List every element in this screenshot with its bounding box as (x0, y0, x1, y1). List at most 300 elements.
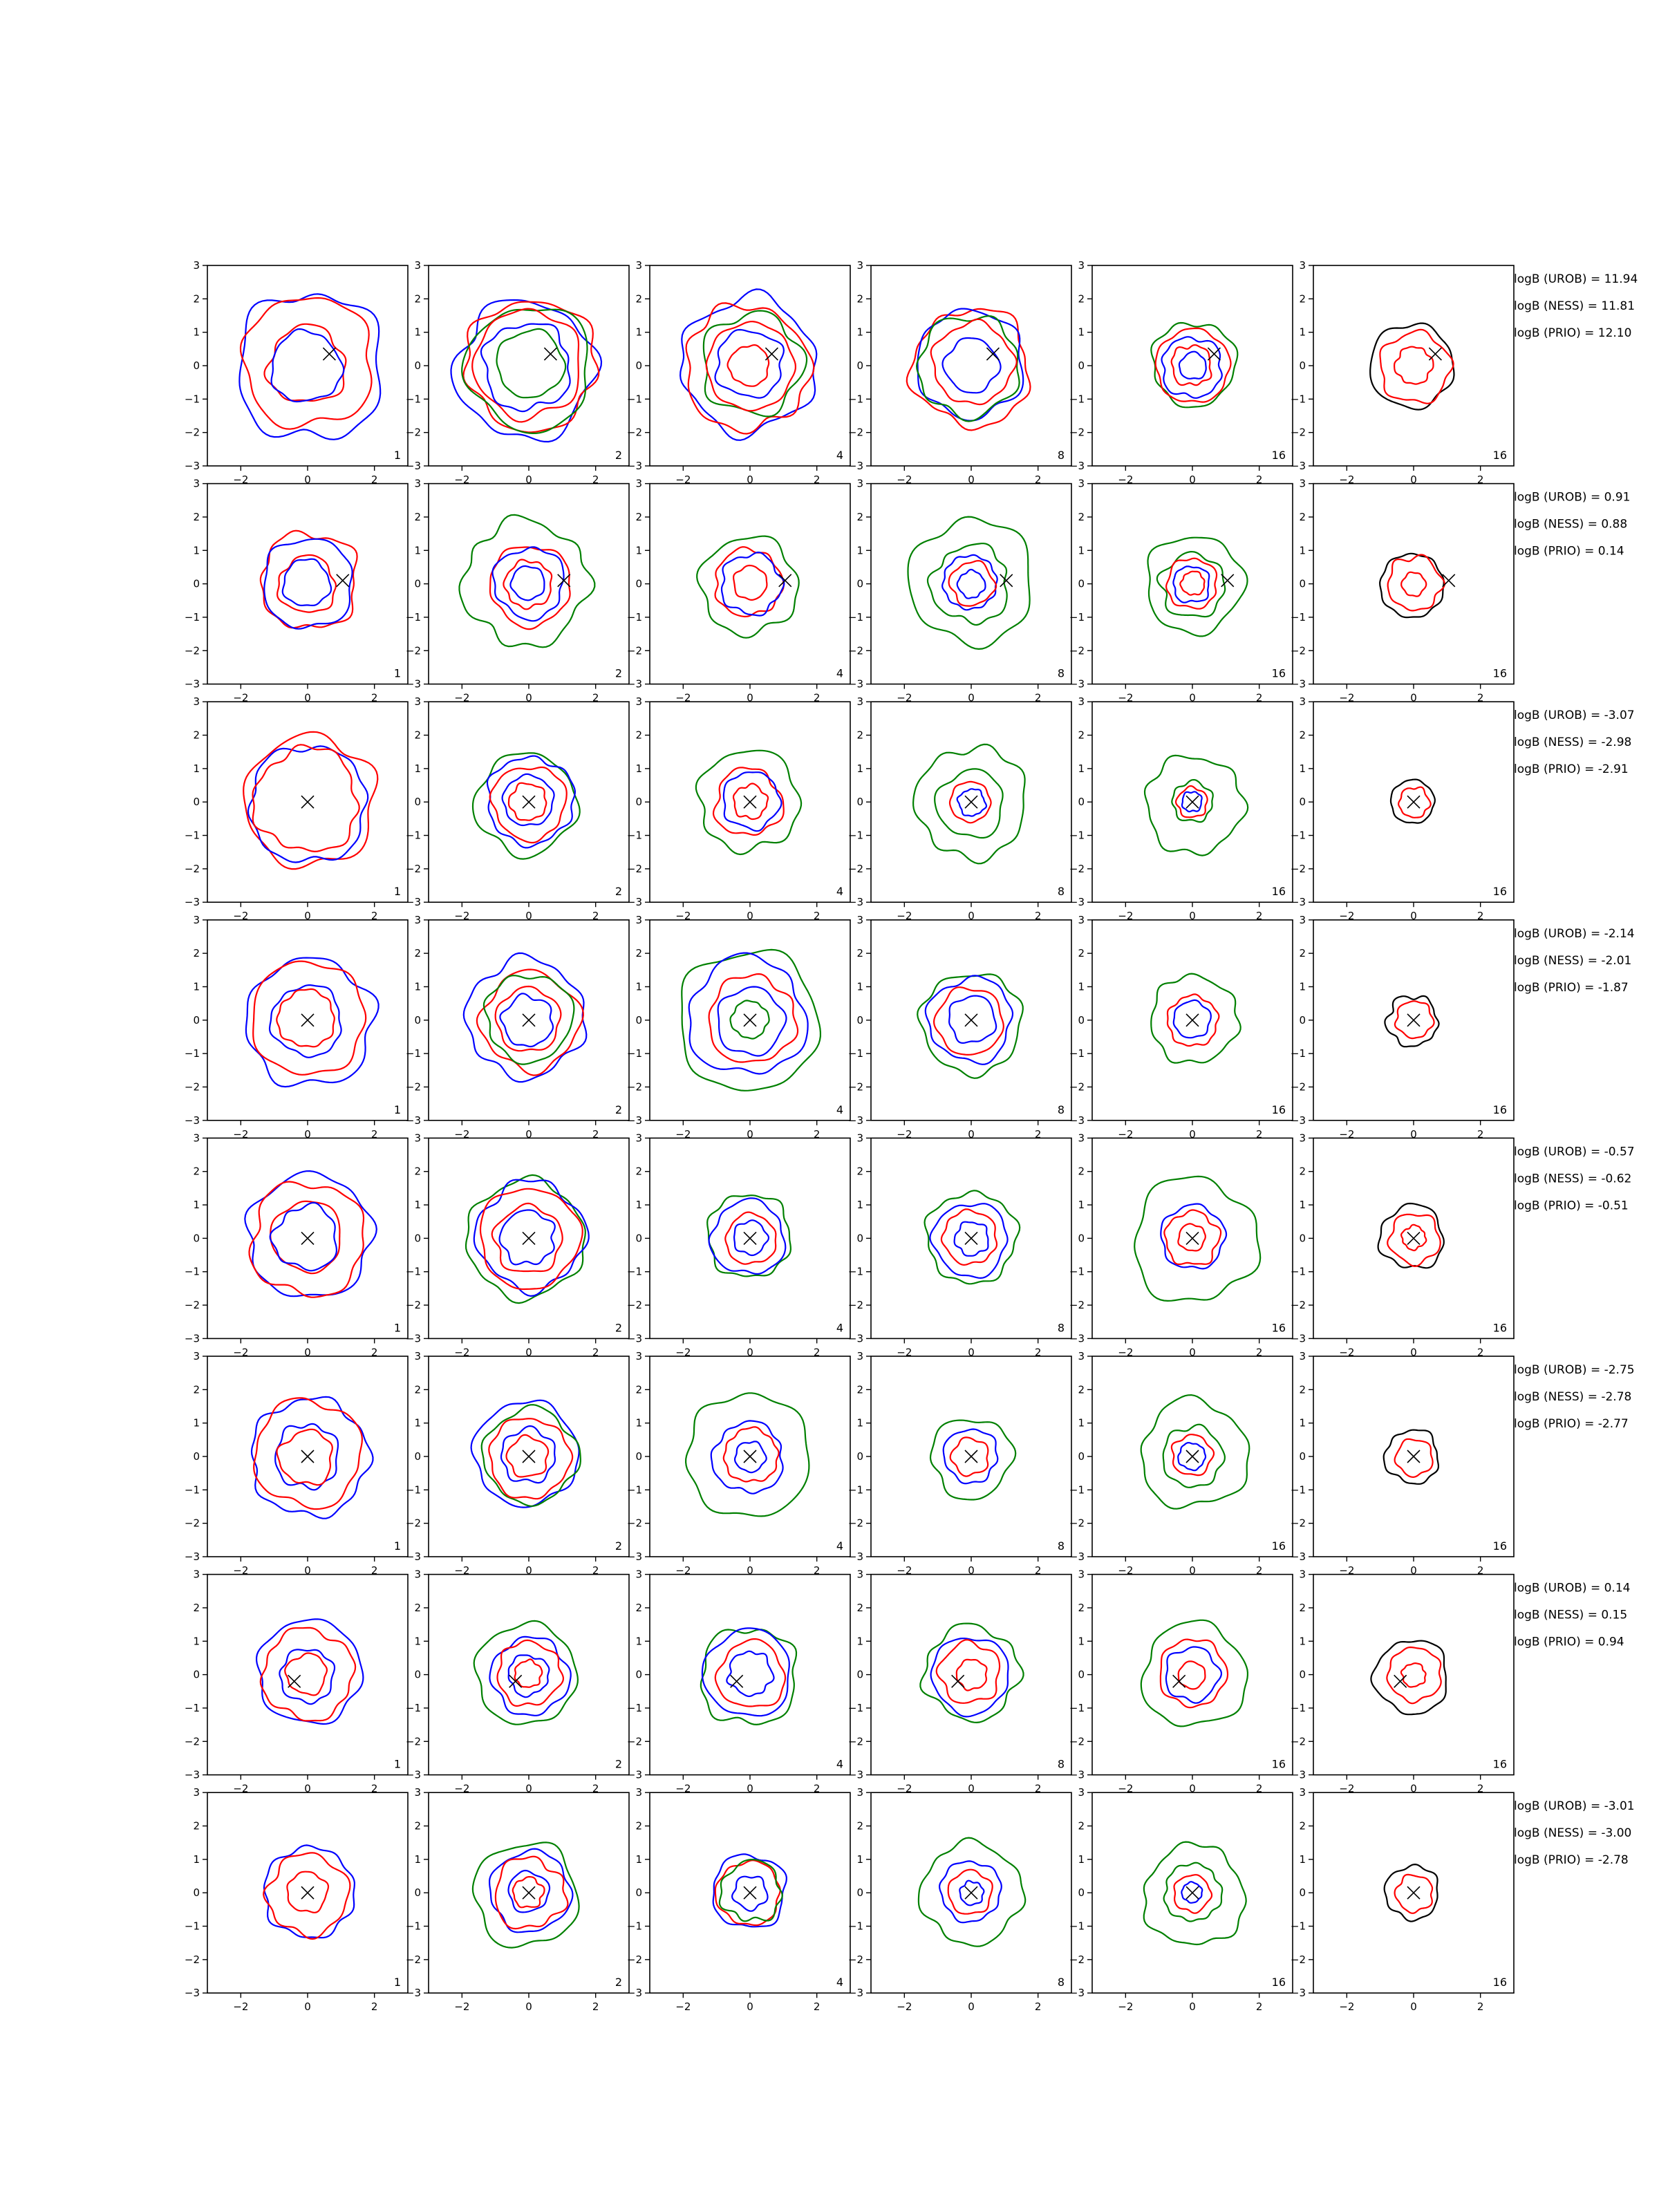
y-tick-label: 1 (414, 1853, 421, 1866)
x-tick-label: −2 (1339, 1127, 1355, 1141)
x-marker (523, 1232, 535, 1244)
y-tick-label: −2 (626, 644, 642, 657)
y-tick-label: 1 (1299, 1853, 1306, 1866)
panel-label: 2 (615, 885, 622, 899)
contour-red (950, 1437, 988, 1476)
panel-label: 1 (393, 1976, 401, 1989)
x-tick-label: 2 (1477, 1346, 1484, 1359)
y-tick-label: 0 (635, 1232, 642, 1245)
y-tick-label: 3 (856, 913, 863, 926)
y-tick-label: 1 (1078, 544, 1085, 557)
x-tick-label: 0 (747, 1782, 753, 1795)
y-tick-label: 3 (414, 1350, 421, 1362)
x-tick-label: −2 (1339, 691, 1355, 704)
y-tick-label: 3 (1078, 259, 1085, 272)
y-tick-label: 0 (1299, 1886, 1306, 1900)
y-tick-label: −1 (405, 1483, 421, 1497)
y-tick-label: 0 (1299, 1013, 1306, 1027)
panel-r4-c6 (1291, 914, 1514, 1141)
contour-red (1161, 1640, 1228, 1708)
x-tick-label: −2 (1339, 1564, 1355, 1577)
y-tick-label: −1 (1290, 393, 1306, 406)
x-tick-label: 0 (1410, 2000, 1417, 2014)
contour-green (460, 515, 595, 648)
x-marker (1407, 1014, 1420, 1027)
panel-r5-c4 (848, 1132, 1071, 1358)
contour-black (1384, 1430, 1438, 1484)
y-tick-label: −2 (1069, 862, 1085, 875)
y-tick-label: 3 (1299, 913, 1306, 926)
contour-red (477, 970, 583, 1076)
y-tick-label: 3 (1299, 1786, 1306, 1799)
contour-blue (270, 985, 341, 1058)
panel-label: 16 (1492, 1539, 1507, 1553)
x-tick-label: −2 (675, 2000, 691, 2014)
x-marker (965, 1886, 977, 1899)
contour-red (277, 555, 336, 612)
y-tick-label: 0 (414, 359, 421, 372)
y-tick-label: 3 (1299, 1568, 1306, 1581)
y-tick-label: 1 (1299, 326, 1306, 339)
panel-r2-c4 (848, 478, 1071, 704)
y-tick-label: 3 (1299, 259, 1306, 272)
x-marker (523, 1886, 535, 1899)
panel-r7-c6 (1291, 1568, 1514, 1795)
y-tick-label: −3 (626, 460, 642, 472)
panel-label: 1 (393, 885, 401, 899)
y-tick-label: −3 (1290, 1550, 1306, 1563)
y-tick-label: −1 (1069, 1920, 1085, 1933)
y-tick-label: −3 (847, 1114, 863, 1127)
logb-annotation: logB (PRIO) = 12.10 (1514, 326, 1632, 340)
x-tick-label: 0 (525, 691, 532, 704)
y-tick-label: −3 (1290, 1987, 1306, 2000)
y-tick-label: −1 (405, 393, 421, 406)
y-tick-label: 2 (193, 1383, 200, 1396)
x-marker (1186, 1886, 1199, 1899)
x-tick-label: 0 (525, 1782, 532, 1795)
x-tick-label: 2 (1255, 474, 1263, 486)
y-tick-label: 1 (1299, 544, 1306, 557)
panel-r7-c1 (185, 1568, 408, 1795)
x-tick-label: −2 (1339, 910, 1355, 923)
contour-black (1371, 1641, 1445, 1715)
x-tick-label: 2 (592, 474, 599, 486)
panel-r2-c2 (406, 478, 629, 704)
x-tick-label: 0 (1189, 1564, 1196, 1577)
panel-r3-c1 (185, 695, 408, 922)
y-tick-label: 0 (414, 1668, 421, 1681)
x-tick-label: 2 (1034, 1346, 1042, 1359)
x-marker (744, 1232, 756, 1244)
y-tick-label: 1 (1299, 1416, 1306, 1430)
y-tick-label: −2 (626, 1080, 642, 1094)
y-tick-label: 3 (1299, 477, 1306, 490)
x-tick-label: −2 (454, 691, 470, 704)
y-tick-label: −2 (1290, 862, 1306, 875)
y-tick-label: 3 (635, 913, 642, 926)
panel-label: 16 (1271, 1321, 1286, 1335)
y-tick-label: −1 (184, 393, 200, 406)
y-tick-label: 1 (414, 1199, 421, 1212)
y-tick-label: −1 (405, 1920, 421, 1933)
y-tick-label: 3 (193, 1350, 200, 1362)
x-tick-label: 2 (592, 2000, 599, 2014)
y-tick-label: 1 (635, 1635, 642, 1648)
y-tick-label: 3 (414, 477, 421, 490)
y-tick-label: 0 (1078, 577, 1085, 590)
contour-red (706, 321, 796, 411)
contour-green (1141, 1395, 1250, 1509)
y-tick-label: 1 (414, 1416, 421, 1430)
x-tick-label: 2 (371, 1127, 378, 1141)
x-tick-label: 0 (747, 691, 753, 704)
y-tick-label: −2 (1290, 1953, 1306, 1966)
y-tick-label: −1 (847, 1483, 863, 1497)
contour-green (917, 316, 1020, 421)
logb-annotation: logB (UROB) = 0.91 (1514, 490, 1631, 505)
y-tick-label: −3 (1290, 677, 1306, 691)
y-tick-label: 2 (1078, 1601, 1085, 1614)
contour-red (285, 1653, 327, 1696)
contour-blue (689, 953, 808, 1074)
y-tick-label: 0 (1078, 796, 1085, 809)
x-tick-label: 2 (371, 910, 378, 923)
x-tick-label: 2 (1255, 1564, 1263, 1577)
y-tick-label: 2 (414, 1165, 421, 1178)
x-marker (1186, 1232, 1199, 1244)
panel-r4-c3 (627, 914, 850, 1141)
contour-green (696, 751, 801, 854)
contour-red (277, 1430, 332, 1485)
panel-label: 4 (836, 1103, 843, 1116)
y-tick-label: 1 (1078, 1416, 1085, 1430)
x-tick-label: 2 (1255, 1346, 1263, 1359)
y-tick-label: −3 (184, 1768, 200, 1781)
y-tick-label: 1 (856, 1199, 863, 1212)
contour-red (733, 565, 767, 600)
contour-red (509, 783, 546, 821)
contour-green (1141, 1620, 1248, 1727)
y-tick-label: 1 (193, 326, 200, 339)
x-tick-label: 0 (747, 474, 753, 486)
x-tick-label: 0 (747, 1127, 753, 1141)
y-tick-label: −3 (626, 677, 642, 691)
y-tick-label: 3 (635, 1568, 642, 1581)
x-tick-label: −2 (233, 2000, 249, 2014)
y-tick-label: −2 (405, 644, 421, 657)
panel-r5-c2 (406, 1132, 629, 1358)
contour-red (1164, 1210, 1221, 1265)
y-tick-label: 2 (193, 947, 200, 960)
y-tick-label: 0 (414, 1450, 421, 1463)
panel-r6-c5 (1069, 1350, 1293, 1577)
contour-blue (246, 958, 379, 1087)
contour-red (496, 1857, 568, 1929)
y-tick-label: −3 (184, 677, 200, 691)
x-tick-label: 2 (1477, 1564, 1484, 1577)
panel-label: 16 (1492, 1321, 1507, 1335)
y-tick-label: 0 (856, 1668, 863, 1681)
y-tick-label: −1 (847, 393, 863, 406)
x-marker (1186, 1014, 1199, 1027)
y-tick-label: −2 (1069, 1735, 1085, 1748)
x-marker (544, 348, 556, 360)
contour-blue (1174, 1000, 1211, 1038)
y-tick-label: −2 (184, 426, 200, 439)
x-tick-label: 0 (304, 1346, 311, 1359)
x-tick-label: 2 (592, 910, 599, 923)
x-tick-label: 2 (813, 1782, 821, 1795)
y-tick-label: 0 (193, 796, 200, 809)
y-tick-label: 1 (1299, 980, 1306, 993)
y-tick-label: −3 (1069, 896, 1085, 909)
y-tick-label: 1 (635, 1416, 642, 1430)
panel-label: 4 (836, 1976, 843, 1989)
x-tick-label: 2 (371, 474, 378, 486)
y-tick-label: −1 (405, 1701, 421, 1714)
panel-r3-c5 (1069, 695, 1293, 922)
x-tick-label: 0 (1189, 1782, 1196, 1795)
x-tick-label: 0 (1189, 691, 1196, 704)
y-tick-label: −3 (184, 896, 200, 909)
y-tick-label: 0 (1078, 359, 1085, 372)
y-tick-label: 2 (193, 510, 200, 523)
y-tick-label: −3 (405, 677, 421, 691)
axes-frame (1092, 484, 1293, 684)
x-tick-label: 0 (1410, 1564, 1417, 1577)
y-tick-label: 2 (193, 1601, 200, 1614)
y-tick-label: −1 (626, 1483, 642, 1497)
contour-blue (272, 329, 344, 402)
x-tick-label: 0 (968, 1346, 975, 1359)
y-tick-label: −2 (405, 1735, 421, 1748)
y-tick-label: 3 (1299, 1132, 1306, 1145)
y-tick-label: −1 (1290, 610, 1306, 624)
panel-label: 4 (836, 1539, 843, 1553)
logb-annotation: logB (PRIO) = 0.94 (1514, 1635, 1624, 1649)
panel-label: 4 (836, 1757, 843, 1771)
contour-blue (943, 338, 1001, 393)
contour-blue (464, 953, 587, 1082)
x-tick-label: −2 (897, 910, 912, 923)
panel-label: 8 (1057, 1321, 1065, 1335)
y-tick-label: 3 (414, 913, 421, 926)
y-tick-label: 0 (193, 1013, 200, 1027)
x-marker (1407, 1232, 1420, 1244)
contour-blue (713, 1854, 787, 1927)
x-tick-label: −2 (1118, 691, 1134, 704)
x-tick-label: 0 (304, 474, 311, 486)
y-tick-label: 3 (856, 1132, 863, 1145)
x-tick-label: 2 (371, 1346, 378, 1359)
contour-black (1370, 324, 1454, 410)
y-tick-label: 3 (193, 695, 200, 709)
x-tick-label: 0 (968, 1564, 975, 1577)
y-tick-label: −3 (626, 1987, 642, 2000)
y-tick-label: −2 (626, 1299, 642, 1312)
x-tick-label: −2 (897, 1346, 912, 1359)
y-tick-label: 3 (856, 477, 863, 490)
x-tick-label: 0 (525, 910, 532, 923)
y-tick-label: 3 (856, 695, 863, 709)
panel-r1-c1 (185, 259, 408, 486)
x-marker (523, 1014, 535, 1027)
axes-frame (429, 265, 629, 466)
y-tick-label: −3 (184, 1332, 200, 1345)
y-tick-label: 2 (1299, 292, 1306, 306)
contour-green (1151, 974, 1240, 1063)
y-tick-label: 2 (414, 729, 421, 742)
y-tick-label: −3 (847, 1332, 863, 1345)
axes-frame (871, 1575, 1071, 1775)
panel-r6-c4 (848, 1350, 1071, 1577)
x-tick-label: −2 (1118, 474, 1134, 486)
x-tick-label: 0 (968, 1782, 975, 1795)
contour-blue (252, 1397, 373, 1519)
logb-annotation: logB (PRIO) = -1.87 (1514, 980, 1629, 995)
y-tick-label: 2 (856, 1383, 863, 1396)
contour-red (1180, 572, 1204, 595)
axes-frame (207, 1575, 408, 1775)
x-marker (1429, 348, 1441, 360)
x-tick-label: 0 (304, 691, 311, 704)
y-tick-label: 0 (1078, 1886, 1085, 1900)
x-tick-label: 2 (813, 474, 821, 486)
x-tick-label: 2 (1477, 1127, 1484, 1141)
y-tick-label: 1 (193, 544, 200, 557)
panel-r1-c2 (406, 259, 629, 486)
x-tick-label: 2 (1477, 1782, 1484, 1795)
y-tick-label: 1 (414, 544, 421, 557)
x-marker (965, 1014, 977, 1027)
contour-green (930, 1421, 1015, 1500)
x-tick-label: −2 (1118, 1346, 1134, 1359)
y-tick-label: 1 (856, 326, 863, 339)
y-tick-label: 1 (1299, 1635, 1306, 1648)
x-tick-label: −2 (1118, 2000, 1134, 2014)
logb-annotation: logB (NESS) = -2.98 (1514, 735, 1632, 750)
y-tick-label: 2 (635, 510, 642, 523)
y-tick-label: 2 (193, 292, 200, 306)
panel-r8-c4 (848, 1786, 1071, 2013)
panel-label: 16 (1492, 1757, 1507, 1771)
logb-annotation: logB (PRIO) = -0.51 (1514, 1199, 1629, 1213)
axes-frame (650, 1575, 850, 1775)
x-tick-label: 2 (813, 910, 821, 923)
y-tick-label: 0 (635, 1450, 642, 1463)
x-marker (744, 1014, 756, 1027)
y-tick-label: −2 (1290, 1299, 1306, 1312)
panel-r6-c3 (627, 1350, 850, 1577)
x-tick-label: 2 (813, 1346, 821, 1359)
x-tick-label: −2 (233, 1564, 249, 1577)
y-tick-label: 0 (1078, 1232, 1085, 1245)
x-marker (986, 348, 999, 360)
contour-green (682, 950, 821, 1091)
x-tick-label: 2 (1034, 1127, 1042, 1141)
x-tick-label: −2 (454, 1782, 470, 1795)
y-tick-label: −1 (1290, 1047, 1306, 1060)
panel-r7-c5 (1069, 1568, 1293, 1795)
y-tick-label: 3 (635, 695, 642, 709)
y-tick-label: 2 (414, 1383, 421, 1396)
logb-annotation: logB (UROB) = -2.14 (1514, 926, 1635, 941)
contour-red (715, 1860, 780, 1925)
y-tick-label: 2 (1078, 1165, 1085, 1178)
y-tick-label: 1 (856, 1416, 863, 1430)
panel-r4-c5 (1069, 914, 1293, 1141)
logb-annotation: logB (PRIO) = -2.78 (1514, 1853, 1629, 1868)
y-tick-label: 1 (1078, 1853, 1085, 1866)
y-tick-label: −3 (1290, 896, 1306, 909)
logb-annotation: logB (NESS) = -3.00 (1514, 1826, 1632, 1841)
contour-blue (245, 1171, 377, 1296)
y-tick-label: 1 (635, 980, 642, 993)
y-tick-label: −1 (1069, 1047, 1085, 1060)
y-tick-label: −1 (626, 1920, 642, 1933)
y-tick-label: 1 (635, 762, 642, 775)
contour-blue (926, 975, 1013, 1065)
y-tick-label: −2 (1290, 1517, 1306, 1530)
x-tick-label: 0 (1189, 1127, 1196, 1141)
x-tick-label: 2 (1034, 691, 1042, 704)
contour-blue (724, 772, 782, 831)
x-tick-label: 2 (371, 691, 378, 704)
x-marker (965, 796, 977, 808)
y-tick-label: 1 (414, 326, 421, 339)
x-tick-label: 2 (592, 1782, 599, 1795)
y-tick-label: 1 (414, 980, 421, 993)
x-tick-label: 2 (1255, 1127, 1263, 1141)
x-marker (523, 1450, 535, 1463)
y-tick-label: −1 (1069, 610, 1085, 624)
x-tick-label: 2 (813, 1564, 821, 1577)
y-tick-label: 2 (1299, 1383, 1306, 1396)
y-tick-label: −1 (847, 610, 863, 624)
y-tick-label: 2 (193, 1819, 200, 1833)
x-tick-label: −2 (897, 1127, 912, 1141)
y-tick-label: 2 (414, 1601, 421, 1614)
y-tick-label: −2 (184, 1517, 200, 1530)
y-tick-label: −2 (626, 1953, 642, 1966)
y-tick-label: 0 (1299, 796, 1306, 809)
y-tick-label: −1 (626, 393, 642, 406)
y-tick-label: 0 (635, 1886, 642, 1900)
y-tick-label: 3 (1078, 1568, 1085, 1581)
panel-r8-c2 (406, 1786, 629, 2013)
y-tick-label: 2 (856, 1819, 863, 1833)
logb-annotation: logB (UROB) = -3.01 (1514, 1799, 1635, 1814)
y-tick-label: −3 (847, 460, 863, 472)
panel-r6-c2 (406, 1350, 629, 1577)
x-tick-label: −2 (897, 1564, 912, 1577)
y-tick-label: 3 (414, 1568, 421, 1581)
panel-r1-c3 (627, 259, 850, 486)
y-tick-label: 1 (635, 326, 642, 339)
y-tick-label: −3 (626, 1550, 642, 1563)
contour-red (507, 1435, 549, 1477)
x-marker (301, 1886, 314, 1899)
y-tick-label: 2 (193, 729, 200, 742)
x-tick-label: 0 (747, 1346, 753, 1359)
x-tick-label: 0 (1410, 1346, 1417, 1359)
panel-label: 16 (1492, 1976, 1507, 1989)
contour-blue (510, 566, 544, 601)
y-tick-label: 2 (856, 510, 863, 523)
contour-green (482, 1405, 581, 1506)
x-tick-label: 0 (968, 474, 975, 486)
